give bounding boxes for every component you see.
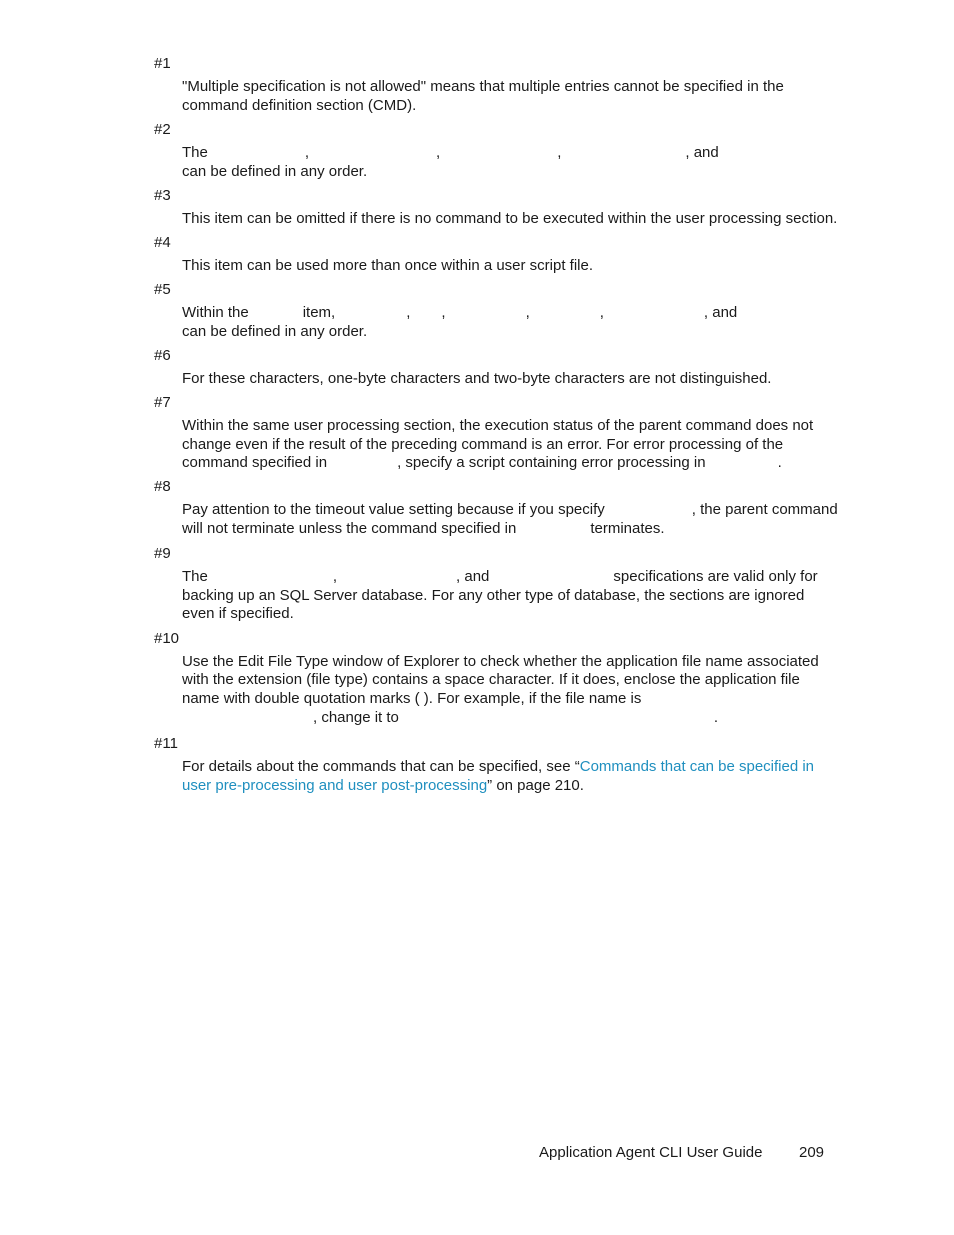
note-number: #2 <box>154 121 171 138</box>
note-number: #1 <box>154 55 171 72</box>
footer-guide-title: Application Agent CLI User Guide <box>539 1144 763 1161</box>
note-number: #3 <box>154 187 171 204</box>
note-number: #4 <box>154 234 171 251</box>
note-number: #10 <box>154 630 180 647</box>
footer-page-number: 209 <box>799 1144 825 1161</box>
note-text: Pay attention to the timeout value setting because if you specify , the parent command <box>182 501 838 518</box>
note-text: can be defined in any order. <box>182 163 368 180</box>
note-number: #6 <box>154 347 171 364</box>
note-text: command definition section (CMD). <box>182 97 417 114</box>
note-text: name with double quotation marks ( ). For example, if the file name is <box>182 690 642 707</box>
note-text: backing up an SQL Server database. For any other type of database, the sections are ignored <box>182 587 805 604</box>
note-number: #7 <box>154 394 171 411</box>
note-text: Within the item, , , , , , and <box>182 304 738 321</box>
note-text: Use the Edit File Type window of Explorer to check whether the application file name associated <box>182 653 819 670</box>
cross-reference-link[interactable]: user pre-processing and user post-processing <box>182 777 488 794</box>
note-text: The , , , , and <box>182 144 719 161</box>
note-number: #5 <box>154 281 171 298</box>
note-text: "Multiple specification is not allowed" means that multiple entries cannot be specified in the <box>182 78 784 95</box>
note-text: This item can be omitted if there is no command to be executed within the user processing section. <box>182 210 838 227</box>
note-text: , change it to . <box>313 709 719 726</box>
note-text: can be defined in any order. <box>182 323 368 340</box>
note-text: For these characters, one-byte characters and two-byte characters are not distinguished. <box>182 370 772 387</box>
note-text: For details about the commands that can be specified, see “Commands that can be specified in <box>182 758 815 775</box>
note-text: command specified in , specify a script containing error processing in . <box>182 454 782 471</box>
note-number: #11 <box>154 735 178 752</box>
note-text: Within the same user processing section, the execution status of the parent command does not <box>182 417 814 434</box>
note-text: change even if the result of the preceding command is an error. For error processing of the <box>182 436 784 453</box>
note-number: #9 <box>154 545 171 562</box>
note-number: #8 <box>154 478 171 495</box>
note-text: will not terminate unless the command specified in terminates. <box>182 520 665 537</box>
note-text: The , , and specifications are valid only for <box>182 568 818 585</box>
note-text: with the extension (file type) contains a space character. If it does, enclose the application file <box>182 671 800 688</box>
note-text: even if specified. <box>182 605 294 622</box>
note-text: user pre-processing and user post-processing” on page 210. <box>182 777 584 794</box>
cross-reference-link[interactable]: Commands that can be specified in <box>579 758 815 775</box>
note-text: This item can be used more than once within a user script file. <box>182 257 594 274</box>
